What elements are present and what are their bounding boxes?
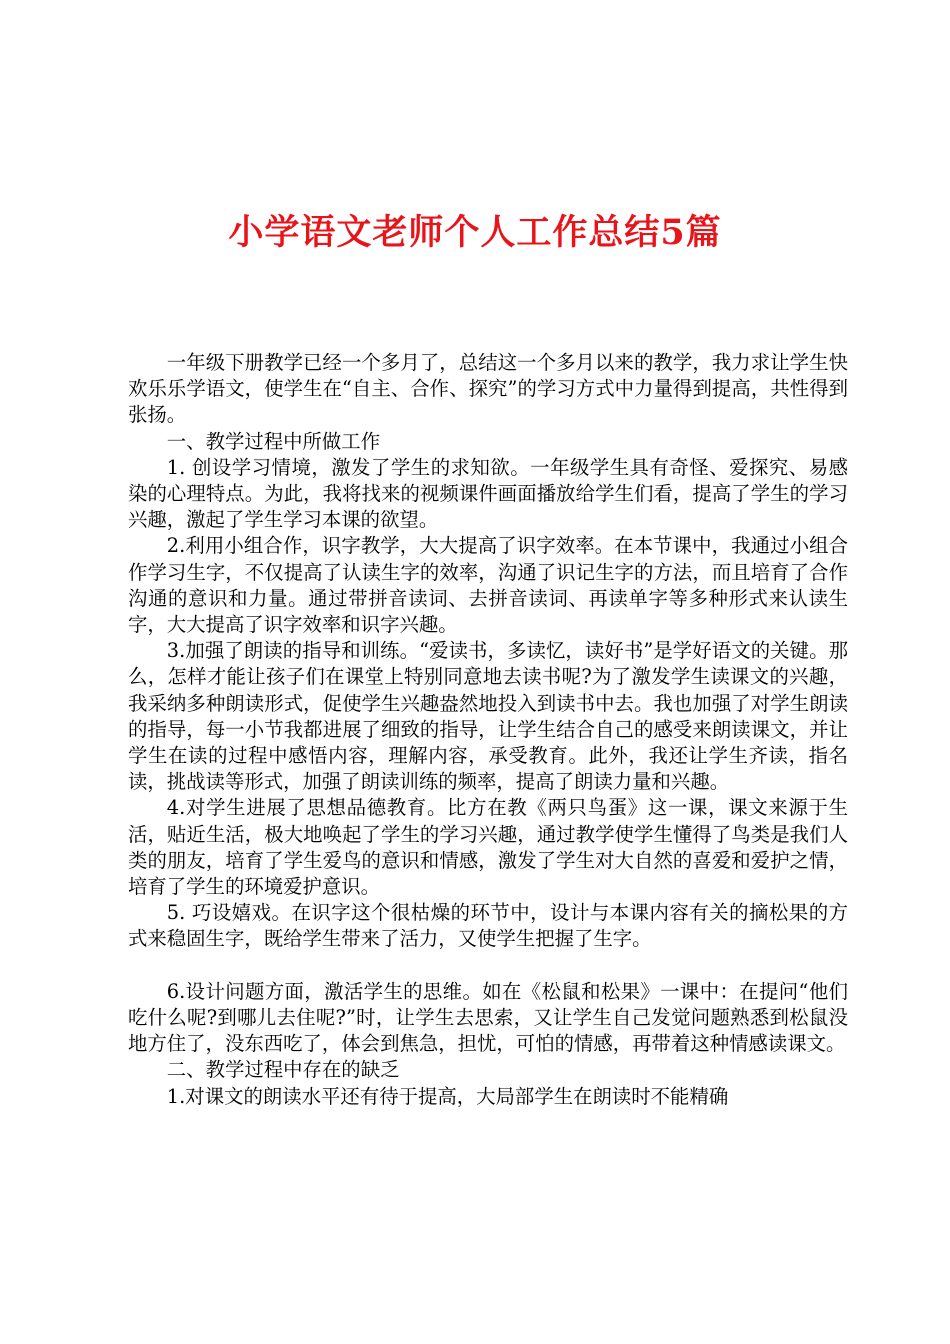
- paragraph-item-4: 4.对学生进展了思想品德教育。比方在教《两只鸟蛋》这一课，课文来源于生活，贴近生活，极大地唤起了学生的学习兴趣，通过教学使学生懂得了鸟类是我们人类的朋友，培育了学生爱鸟的意识和情感，激发了学生对大自然的喜爱和爱护之情，培育了学生的环境爱护意识。: [128, 796, 848, 899]
- paragraph-intro: 一年级下册教学已经一个多月了，总结这一个多月以来的教学，我力求让学生快欢乐乐学语文，使学生在“自主、合作、探究”的学习方式中力量得到提高，共性得到张扬。: [128, 351, 848, 427]
- paragraph-item-7: 1.对课文的朗读水平还有待于提高，大局部学生在朗读时不能精确: [166, 1084, 729, 1108]
- section-heading-2: 二、教学过程中存在的缺乏: [166, 1058, 400, 1082]
- paragraph-item-2: 2.利用小组合作，识字教学，大大提高了识字效率。在本节课中，我通过小组合作学习生字，不仅提高了认读生字的效率，沟通了识记生字的方法，而且培育了合作沟通的意识和力量。通过带拼音读词、去拼音读词、再读单字等多种形式来认读生字，大大提高了识字效率和识字兴趣。: [128, 534, 848, 637]
- document-body: [128, 350, 848, 1110]
- document-title: 小学语文老师个人工作总结5篇: [228, 212, 722, 253]
- paragraph-item-6: 6.设计问题方面，激活学生的思维。如在《松鼠和松果》一课中：在提问“他们吃什么呢?到哪儿去住呢?”时，让学生去思索，又让学生自己发觉问题熟悉到松鼠没地方住了，没东西吃了，体会到焦急，担忧，可怕的情感，再带着这种情感读课文。: [128, 979, 848, 1056]
- paragraph-item-1: 1. 创设学习情境，激发了学生的求知欲。一年级学生具有奇怪、爱探究、易感染的心理特点。为此，我将找来的视频课件画面播放给学生们看，提高了学生的学习兴趣，激起了学生学习本课的欲望。: [128, 455, 848, 532]
- paragraph-item-5: 5. 巧设嬉戏。在识字这个很枯燥的环节中，设计与本课内容有关的摘松果的方式来稳固生字，既给学生带来了活力，又使学生把握了生字。: [128, 901, 848, 951]
- paragraph-item-3: 3.加强了朗读的指导和训练。“爱读书，多读忆，读好书”是学好语文的关键。那么，怎样才能让孩子们在课堂上特别同意地去读书呢?为了激发学生读课文的兴趣，我采纳多种朗读形式，促使学生兴趣盎然地投入到读书中去。我也加强了对学生朗读的指导，每一小节我都进展了细致的指导，让学生结合自己的感受来朗读课文，并让学生在读的过程中感悟内容，理解内容，承受教育。此外，我还让学生齐读，指名读，挑战读等形式，加强了朗读训练的频率，提高了朗读力量和兴趣。: [128, 639, 848, 794]
- section-heading-1: 一、教学过程中所做工作: [166, 429, 381, 453]
